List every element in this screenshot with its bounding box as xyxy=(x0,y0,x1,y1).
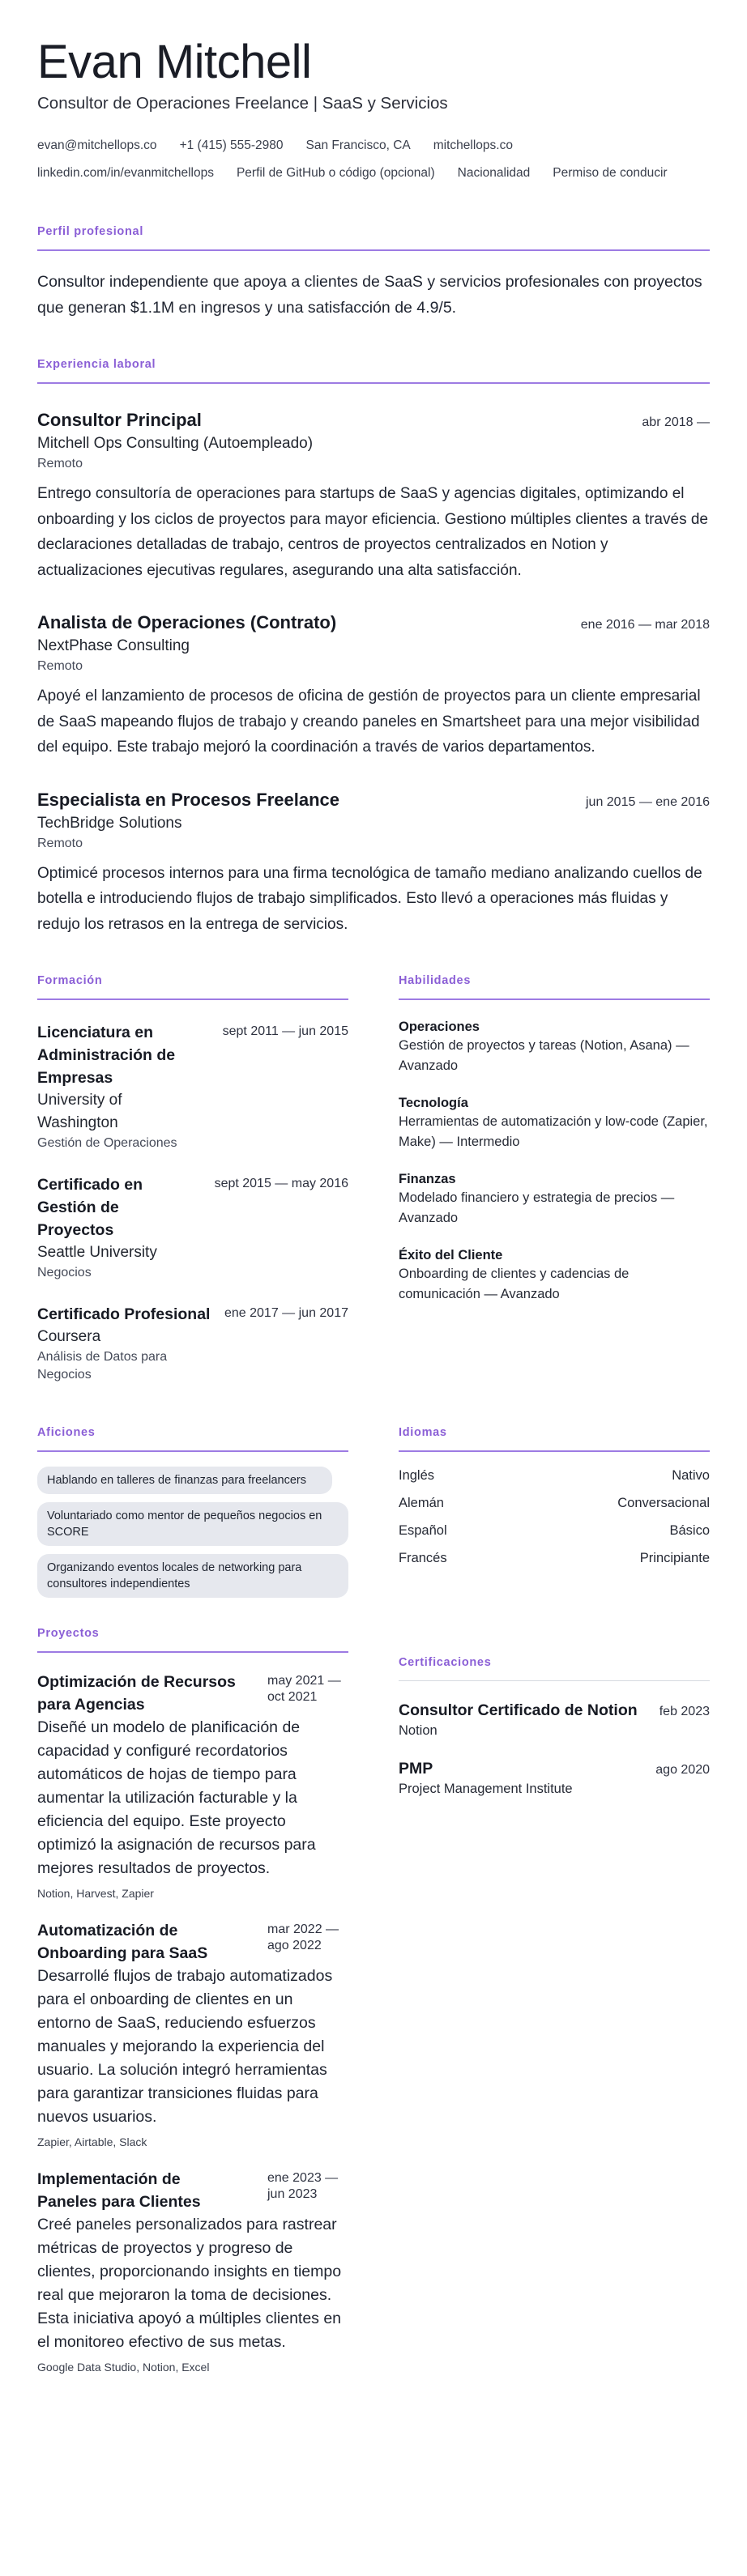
project-description: Desarrollé flujos de trabajo automatizados para el onboarding de clientes en un entorno de SaaS, reduciendo esfuerzos manuales y mejorando la experiencia del usuario. La solución integró herramientas para garantizar transiciones fluidas para nuevos usuarios. xyxy=(37,1967,333,2126)
experience-title: Experiencia laboral xyxy=(37,358,156,371)
section-divider xyxy=(37,998,348,1000)
education-degree: Certificado Profesional xyxy=(37,1305,211,1323)
project-name: Implementación de Paneles para Clientes xyxy=(37,2170,201,2211)
job-entry xyxy=(37,408,710,583)
contact-linkedin[interactable]: linkedin.com/in/evanmitchellops xyxy=(37,166,214,180)
certifications-section xyxy=(399,1625,710,2375)
job-description: Optimicé procesos internos para una firma tecnológica de tamaño mediano analizando cuellos de botella e introduciendo flujos de trabajo simplificados. Esto llevó a operaciones más fluidas y redujo los retrasos en la entrega de servicios. xyxy=(37,864,702,933)
contact-github: Perfil de GitHub o código (opcional) xyxy=(236,166,435,180)
education-title: Formación xyxy=(37,974,103,987)
certification-issuer: Notion xyxy=(399,1723,438,1738)
skill-name: Tecnología xyxy=(399,1096,468,1110)
project-entry xyxy=(37,2168,348,2375)
job-dates: abr 2018 — xyxy=(642,415,710,429)
contact-phone[interactable]: +1 (415) 555-2980 xyxy=(179,138,284,152)
experience-section xyxy=(37,356,710,937)
language-row xyxy=(399,1494,710,1512)
contact-location: San Francisco, CA xyxy=(305,138,411,152)
interests-section xyxy=(37,1424,348,1606)
job-dates: jun 2015 — ene 2016 xyxy=(585,794,710,809)
section-divider xyxy=(399,1450,710,1452)
project-dates: mar 2022 — ago 2022 xyxy=(267,1922,339,1952)
project-dates: may 2021 — oct 2021 xyxy=(267,1674,341,1704)
education-section xyxy=(37,973,348,1384)
interests-title: Aficiones xyxy=(37,1426,96,1439)
skill-entry xyxy=(399,1246,710,1305)
education-dates: ene 2017 — jun 2017 xyxy=(224,1306,348,1320)
job-dates: ene 2016 — mar 2018 xyxy=(580,618,710,632)
job-location: Remoto xyxy=(37,659,83,673)
education-degree: Certificado en Gestión de Proyectos xyxy=(37,1176,143,1239)
section-divider xyxy=(37,382,710,384)
language-row xyxy=(399,1522,710,1539)
language-level: Conversacional xyxy=(617,1496,710,1510)
skill-entry xyxy=(399,1170,710,1228)
job-description: Apoyé el lanzamiento de procesos de oficina de gestión de proyectos para un cliente empresarial de SaaS mapeando flujos de trabajo y creando paneles en Smartsheet para una mejor visibilidad del equipo. Este trabajo mejoró la coordinación a través de varios departamentos. xyxy=(37,688,701,756)
projects-title: Proyectos xyxy=(37,1627,100,1640)
languages-title: Idiomas xyxy=(399,1426,447,1439)
summary-text: Consultor independiente que apoya a clientes de SaaS y servicios profesionales con proyectos que generan $1.1M en ingresos y una satisfacción de 4.9/5. xyxy=(37,273,702,317)
certifications-title: Certificaciones xyxy=(399,1656,492,1669)
section-divider xyxy=(399,1680,710,1681)
contact-license: Permiso de conducir xyxy=(553,166,668,180)
certification-date: feb 2023 xyxy=(659,1705,710,1718)
projects-certifications-row xyxy=(37,1625,710,2375)
job-description: Entrego consultoría de operaciones para startups de SaaS y agencias digitales, optimizando el onboarding y los ciclos de proyectos para mayor eficiencia. Gestiono múltiples clientes a través de declaraciones detalladas de trabajo, centros de proyectos centralizados en Notion y actualizaciones ejecutivas regulares, asegurando una alta satisfacción. xyxy=(37,485,708,579)
section-divider xyxy=(37,1450,348,1452)
interest-chip: Organizando eventos locales de networking para consultores independientes xyxy=(37,1554,348,1598)
language-row xyxy=(399,1467,710,1484)
education-degree: Licenciatura en Administración de Empresas xyxy=(37,1024,176,1087)
certification-entry xyxy=(399,1699,710,1739)
education-institution: Coursera xyxy=(37,1328,101,1345)
language-level: Nativo xyxy=(672,1468,710,1483)
language-level: Básico xyxy=(669,1523,710,1538)
projects-section xyxy=(37,1625,348,2375)
language-name: Español xyxy=(399,1523,447,1538)
contact-list xyxy=(37,138,677,181)
job-location: Remoto xyxy=(37,457,83,470)
job-location: Remoto xyxy=(37,836,83,850)
skill-detail: Gestión de proyectos y tareas (Notion, Asana) — Avanzado xyxy=(399,1038,689,1073)
job-entry xyxy=(37,611,710,760)
certification-entry xyxy=(399,1757,710,1798)
contact-email[interactable]: evan@mitchellops.co xyxy=(37,138,157,152)
skill-entry xyxy=(399,1018,710,1076)
job-entry xyxy=(37,788,710,938)
education-area: Negocios xyxy=(37,1266,92,1279)
language-level: Principiante xyxy=(639,1551,710,1565)
project-description: Diseñé un modelo de planificación de capacidad y configuré recordatorios automáticos de hojas de tiempo para aumentar la utilización facturable y la eficiencia del equipo. Este proyecto optimizó la asignación de recursos para mejores resultados de proyectos. xyxy=(37,1718,316,1877)
project-dates: ene 2023 — jun 2023 xyxy=(267,2171,339,2201)
section-divider xyxy=(37,249,710,251)
education-dates: sept 2011 — jun 2015 xyxy=(222,1024,348,1038)
project-name: Automatización de Onboarding para SaaS xyxy=(37,1922,208,1962)
skill-name: Operaciones xyxy=(399,1020,480,1034)
skill-name: Éxito del Cliente xyxy=(399,1248,503,1262)
candidate-name: Evan Mitchell xyxy=(37,36,312,88)
skills-title: Habilidades xyxy=(399,974,472,987)
project-entry xyxy=(37,1919,348,2150)
education-area: Gestión de Operaciones xyxy=(37,1136,177,1150)
certification-name: Consultor Certificado de Notion xyxy=(399,1701,638,1719)
contact-nationality: Nacionalidad xyxy=(457,166,531,180)
language-name: Francés xyxy=(399,1551,447,1565)
project-keywords: Zapier, Airtable, Slack xyxy=(37,2135,147,2148)
interest-chip: Hablando en talleres de finanzas para freelancers xyxy=(37,1467,332,1494)
interests-languages-row xyxy=(37,1424,710,1606)
job-title: Especialista en Procesos Freelance xyxy=(37,789,339,810)
education-entry xyxy=(37,1021,348,1152)
certification-date: ago 2020 xyxy=(655,1763,710,1777)
skills-section xyxy=(399,973,710,1384)
job-title: Consultor Principal xyxy=(37,410,202,430)
education-skills-row xyxy=(37,973,710,1384)
contact-website[interactable]: mitchellops.co xyxy=(433,138,513,152)
summary-title: Perfil profesional xyxy=(37,225,144,238)
certification-name: PMP xyxy=(399,1760,433,1778)
headline: Consultor de Operaciones Freelance | SaaS y Servicios xyxy=(37,94,448,113)
certification-issuer: Project Management Institute xyxy=(399,1782,573,1796)
job-company: NextPhase Consulting xyxy=(37,637,190,654)
education-institution: University of Washington xyxy=(37,1092,122,1131)
skill-detail: Modelado financiero y estrategia de precios — Avanzado xyxy=(399,1190,675,1225)
project-keywords: Google Data Studio, Notion, Excel xyxy=(37,2361,210,2374)
language-name: Alemán xyxy=(399,1496,444,1510)
education-institution: Seattle University xyxy=(37,1244,157,1261)
summary-section xyxy=(37,224,710,321)
job-company: TechBridge Solutions xyxy=(37,814,182,832)
interest-chip: Voluntariado como mentor de pequeños negocios en SCORE xyxy=(37,1502,348,1546)
language-name: Inglés xyxy=(399,1468,435,1483)
section-divider xyxy=(37,1651,348,1653)
project-entry xyxy=(37,1671,348,1901)
job-title: Analista de Operaciones (Contrato) xyxy=(37,612,337,632)
skill-detail: Onboarding de clientes y cadencias de comunicación — Avanzado xyxy=(399,1267,630,1301)
skill-name: Finanzas xyxy=(399,1172,456,1186)
skill-entry xyxy=(399,1094,710,1152)
interest-chip-list xyxy=(37,1467,348,1598)
skill-detail: Herramientas de automatización y low-code (Zapier, Make) — Intermedio xyxy=(399,1114,708,1149)
project-keywords: Notion, Harvest, Zapier xyxy=(37,1887,154,1900)
languages-section xyxy=(399,1424,710,1606)
education-area: Análisis de Datos para Negocios xyxy=(37,1350,168,1382)
education-dates: sept 2015 — may 2016 xyxy=(214,1177,348,1190)
education-entry xyxy=(37,1173,348,1282)
project-description: Creé paneles personalizados para rastrear métricas de proyectos y progreso de clientes, proporcionando insights en tiempo real que mejoraron la toma de decisiones. Esta iniciativa apoyó a múltiples clientes en el monitoreo efectivo de sus metas. xyxy=(37,2216,342,2351)
language-row xyxy=(399,1549,710,1567)
project-name: Optimización de Recursos para Agencias xyxy=(37,1673,236,1714)
language-list xyxy=(399,1467,710,1567)
education-entry xyxy=(37,1303,348,1384)
section-divider xyxy=(399,998,710,1000)
job-company: Mitchell Ops Consulting (Autoempleado) xyxy=(37,435,314,452)
